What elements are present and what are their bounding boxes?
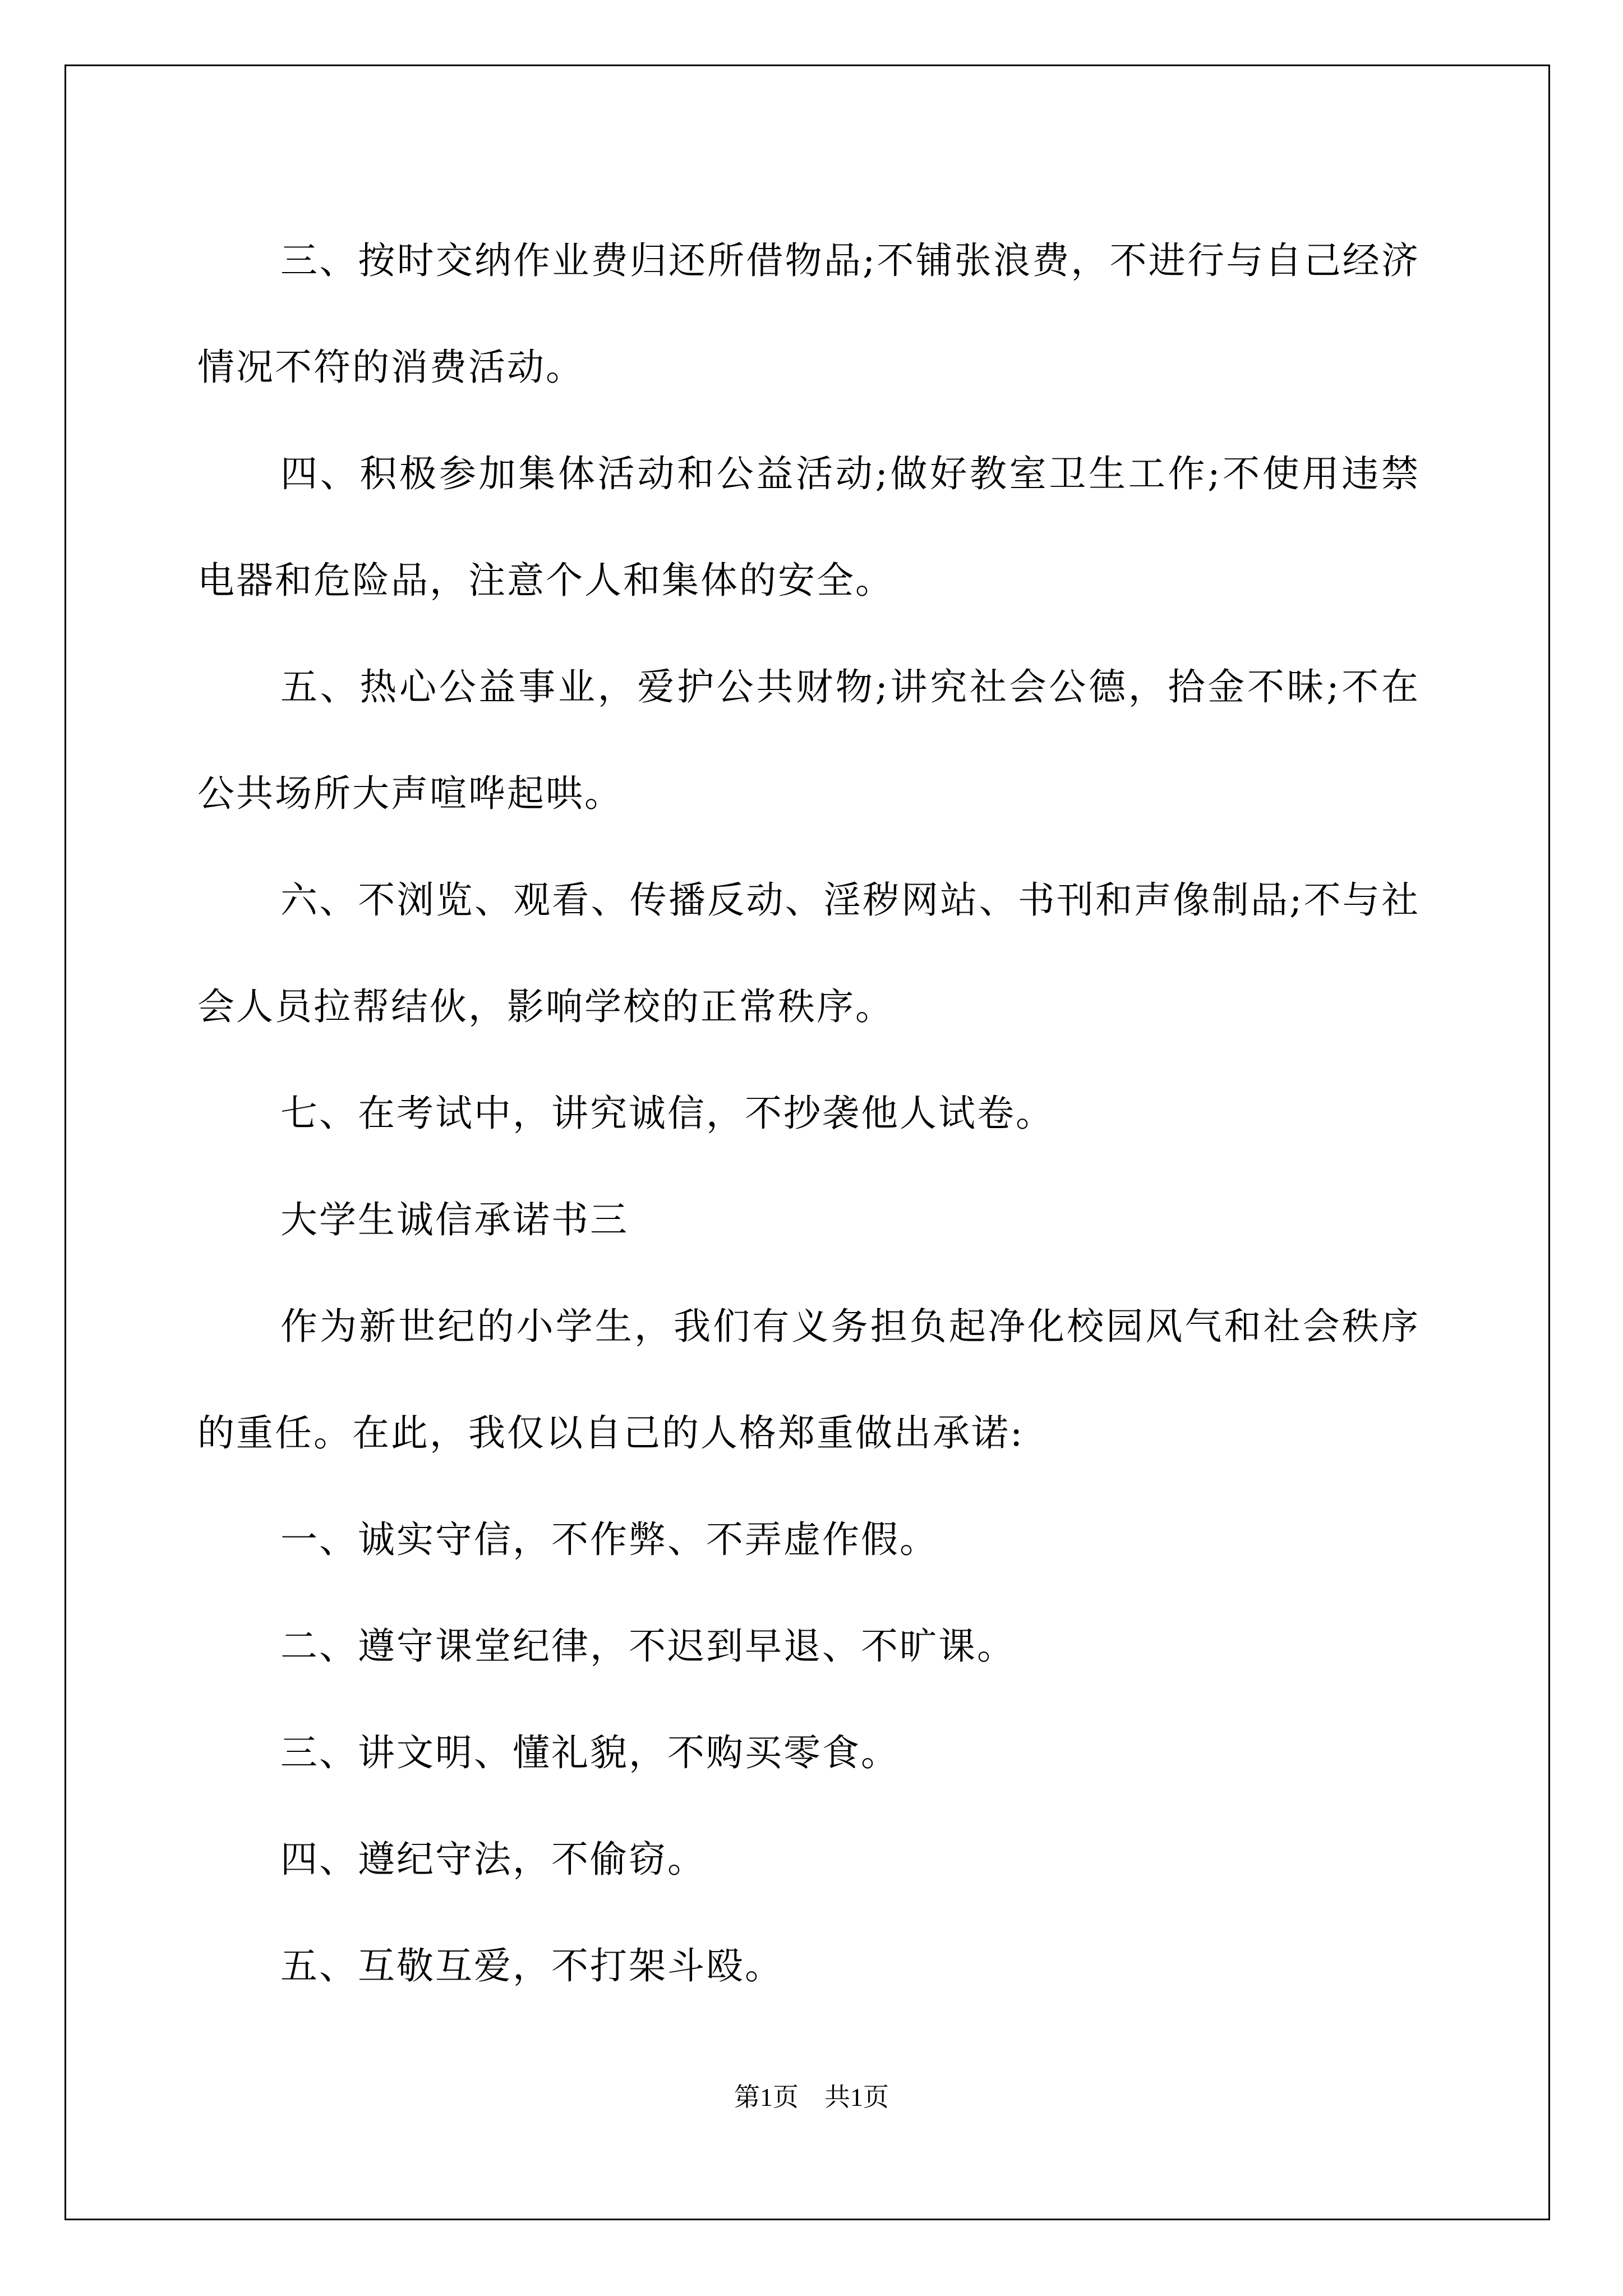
page-total: 共1页 <box>824 2083 889 2111</box>
paragraph: 五、热心公益事业，爱护公共财物;讲究社会公德，拾金不昧;不在公共场所大声喧哗起哄。 <box>197 665 1420 815</box>
page-number: 第1页 <box>734 2083 799 2111</box>
paragraph: 一、诚实守信，不作弊、不弄虚作假。 <box>280 1518 938 1561</box>
paragraph: 四、积极参加集体活动和公益活动;做好教室卫生工作;不使用违禁电器和危险品，注意个人和集体的安全。 <box>197 452 1420 602</box>
paragraph: 七、在考试中，讲究诚信，不抄袭他人试卷。 <box>280 1092 1054 1135</box>
paragraph: 三、按时交纳作业费归还所借物品;不铺张浪费，不进行与自己经济情况不符的消费活动。 <box>197 239 1420 389</box>
document-body <box>197 208 1420 2019</box>
section-heading: 大学生诚信承诺书三 <box>280 1198 629 1241</box>
paragraph: 六、不浏览、观看、传播反动、淫秽网站、书刊和声像制品;不与社会人员拉帮结伙，影响学校的正常秩序。 <box>197 878 1420 1028</box>
paragraph: 五、互敬互爱，不打架斗殴。 <box>280 1944 783 1987</box>
paragraph: 作为新世纪的小学生，我们有义务担负起净化校园风气和社会秩序的重任。在此，我仅以自己的人格郑重做出承诺: <box>197 1305 1420 1455</box>
page-footer <box>0 2077 1623 2114</box>
paragraph: 四、遵纪守法，不偷窃。 <box>280 1838 706 1881</box>
paragraph: 二、遵守课堂纪律，不迟到早退、不旷课。 <box>280 1625 1016 1668</box>
paragraph: 三、讲文明、懂礼貌，不购买零食。 <box>280 1731 900 1774</box>
